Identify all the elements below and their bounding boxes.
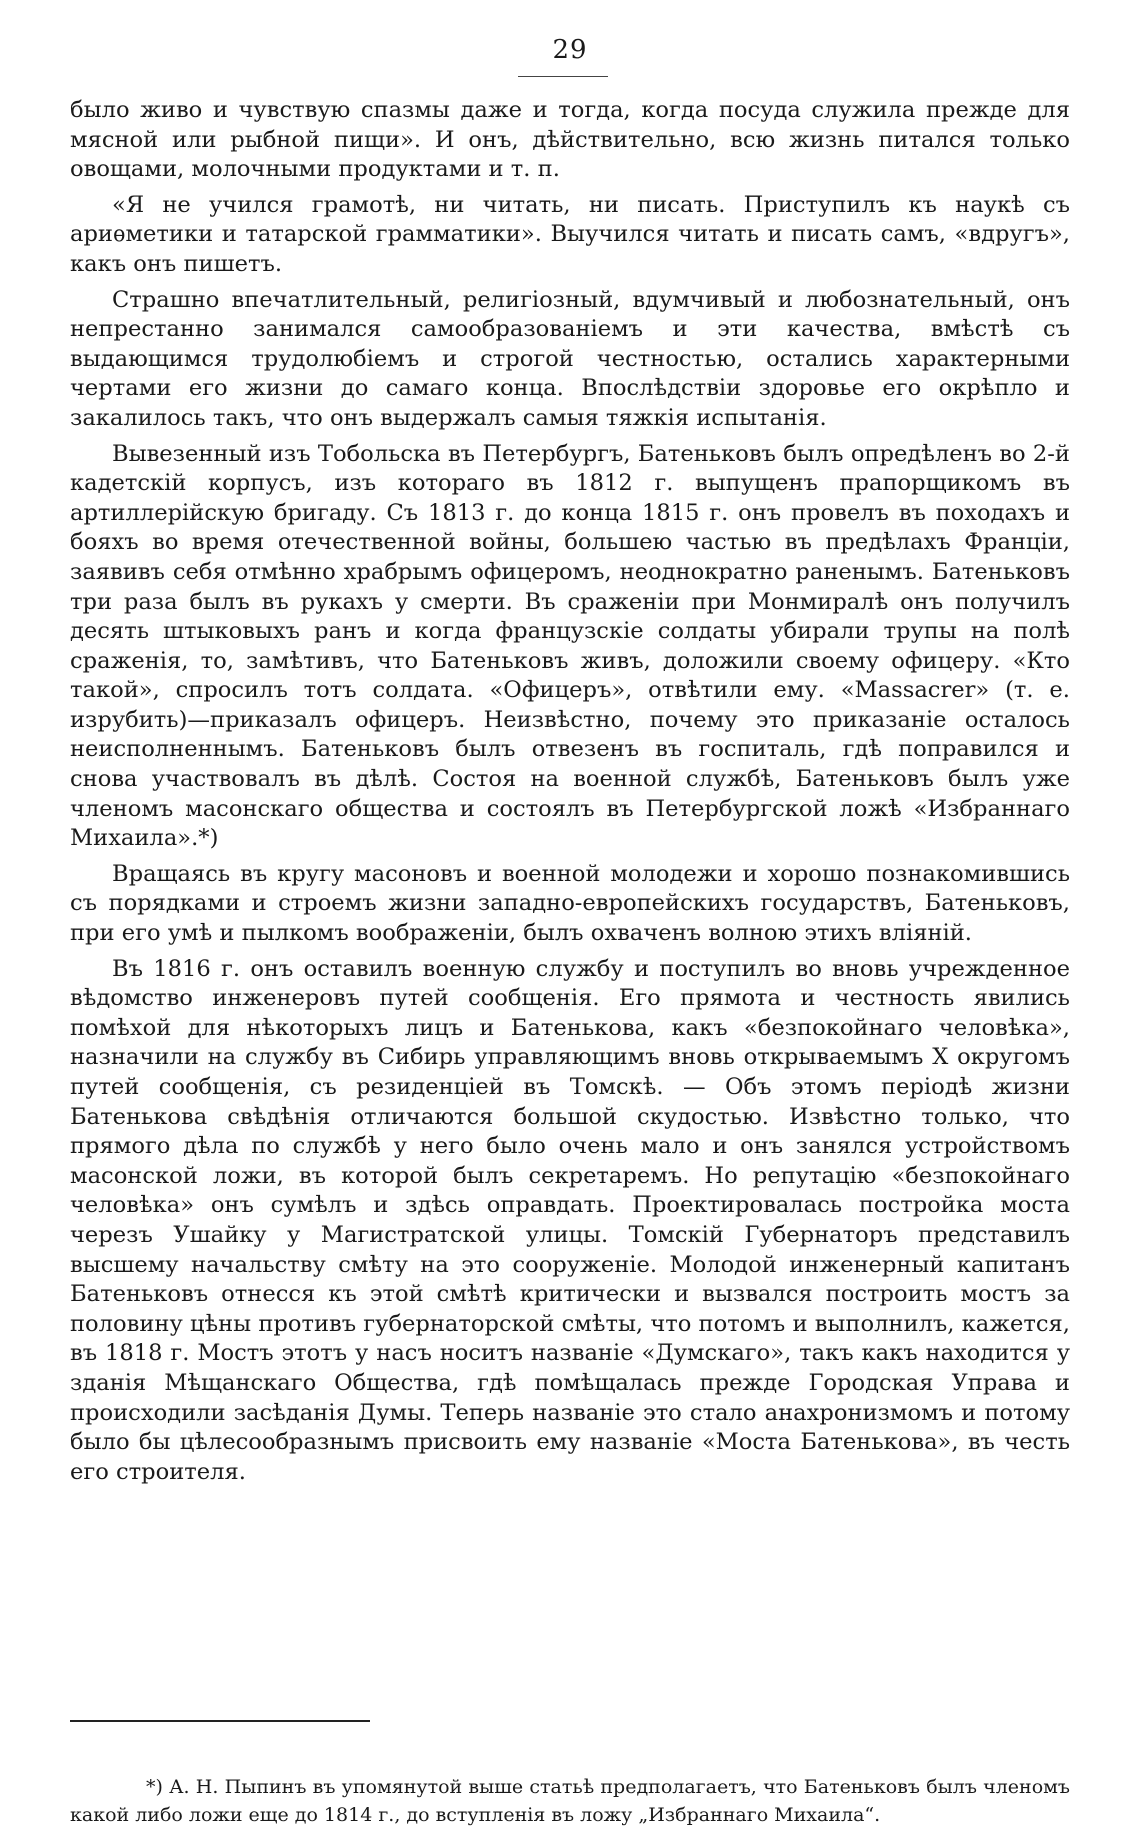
page-number-underline bbox=[518, 76, 608, 77]
body-text bbox=[70, 96, 1070, 1487]
paragraph-character: Страшно впечатлительный, религіозный, вдумчивый и любознательный, онъ непрестанно занимался самообразованіемъ и эти качества, вмѣстѣ съ выдающимся трудолюбіемъ и строгой честностью, остались характерными чертами его жизни до самаго конца. Впослѣдствіи здоровье его окрѣпло и закалилось такъ, что онъ выдержалъ самыя тяжкія испытанія. bbox=[70, 286, 1070, 431]
paragraph-military-service: Вывезенный изъ Тобольска въ Петербургъ, Батеньковъ былъ опредѣленъ во 2-й кадетскій корпусъ, изъ котораго въ 1812 г. выпущенъ прапорщикомъ въ артиллерійскую бригаду. Съ 1813 г. до конца 1815 г. онъ провелъ въ походахъ и бояхъ во время отечественной войны, большею частью въ предѣлахъ Франціи, заявивъ себя отмѣнно храбрымъ офицеромъ, неоднократно раненымъ. Батеньковъ три раза былъ въ рукахъ у смерти. Въ сраженіи при Монмиралѣ онъ получилъ десять штыковыхъ ранъ и когда французскіе солдаты убирали трупы на полѣ сраженія, то, замѣтивъ, что Батеньковъ живъ, доложили своему офицеру. «Кто такой», спросилъ тотъ солдата. «Офицеръ», отвѣтили ему. «Massacrer» (т. е. изрубить)—приказалъ офицеръ. Неизвѣстно, почему это приказаніе осталось неисполненнымъ. Батеньковъ былъ отвезенъ въ госпиталь, гдѣ поправился и снова участвовалъ въ дѣлѣ. Состоя на военной службѣ, Батеньковъ былъ уже членомъ масонскаго общества и состоялъ въ Петербургской ложѣ «Избраннаго Михаила».*) bbox=[70, 440, 1070, 852]
book-page bbox=[70, 30, 1070, 1830]
paragraph-tomsk-bridge: Въ 1816 г. онъ оставилъ военную службу и поступилъ во вновь учрежденное вѣдомство инженеровъ путей сообщенія. Его прямота и честность явились помѣхой для нѣкоторыхъ лицъ и Батенькова, какъ «безпокойнаго человѣка», назначили на службу въ Сибирь управляющимъ вновь открываемымъ X округомъ путей сообщенія, съ резиденціей въ Томскѣ. — Объ этомъ періодѣ жизни Батенькова свѣдѣнія отличаются большой скудостью. Извѣстно только, что прямого дѣла по службѣ у него было очень мало и онъ занялся устройствомъ масонской ложи, въ которой былъ секретаремъ. Но репутацію «безпокойнаго человѣка» онъ сумѣлъ и здѣсь оправдать. Проектировалась постройка моста черезъ Ушайку у Магистратской улицы. Томскій Губернаторъ представилъ высшему начальству смѣту на это сооруженіе. Молодой инженерный капитанъ Батеньковъ отнесся къ этой смѣтѣ критически и вызвался построить мостъ за половину цѣны противъ губернаторской смѣты, что потомъ и выполнилъ, кажется, въ 1818 г. Мостъ этотъ у насъ носитъ названіе «Думскаго», такъ какъ находится у зданія Мѣщанскаго Общества, гдѣ помѣщалась прежде Городская Управа и происходили засѣданія Думы. Теперь названіе это стало анахронизмомъ и потому было бы цѣлесообразнымъ присвоить ему названіе «Моста Батенькова», въ честь его строителя. bbox=[70, 955, 1070, 1485]
paragraph-continuation: было живо и чувствую спазмы даже и тогда, когда посуда служила прежде для мясной или рыбной пищи». И онъ, дѣйствительно, всю жизнь питался только овощами, молочными продуктами и т. п. bbox=[70, 97, 1070, 183]
footnote-divider bbox=[70, 1720, 370, 1722]
paragraph-quote-literacy: «Я не учился грамотѣ, ни читать, ни писать. Приступилъ къ наукѣ съ ариѳметики и татарской грамматики». Выучился читать и писать самъ, «вдругъ», какъ онъ пишетъ. bbox=[70, 191, 1070, 277]
footnote: *) А. Н. Пыпинъ въ упомянутой выше статьѣ предполагаетъ, что Батеньковъ былъ членомъ какой либо ложи еще до 1814 г., до вступленія въ ложу „Избраннаго Михаила“. bbox=[70, 1776, 1070, 1826]
page-number: 29 bbox=[552, 35, 588, 65]
paragraph-masonic-influence: Вращаясь въ кругу масоновъ и военной молодежи и хорошо познакомившись съ порядками и строемъ жизни западно-европейскихъ государствъ, Батеньковъ, при его умѣ и пылкомъ воображеніи, былъ охваченъ волною этихъ вліяній. bbox=[70, 860, 1070, 947]
